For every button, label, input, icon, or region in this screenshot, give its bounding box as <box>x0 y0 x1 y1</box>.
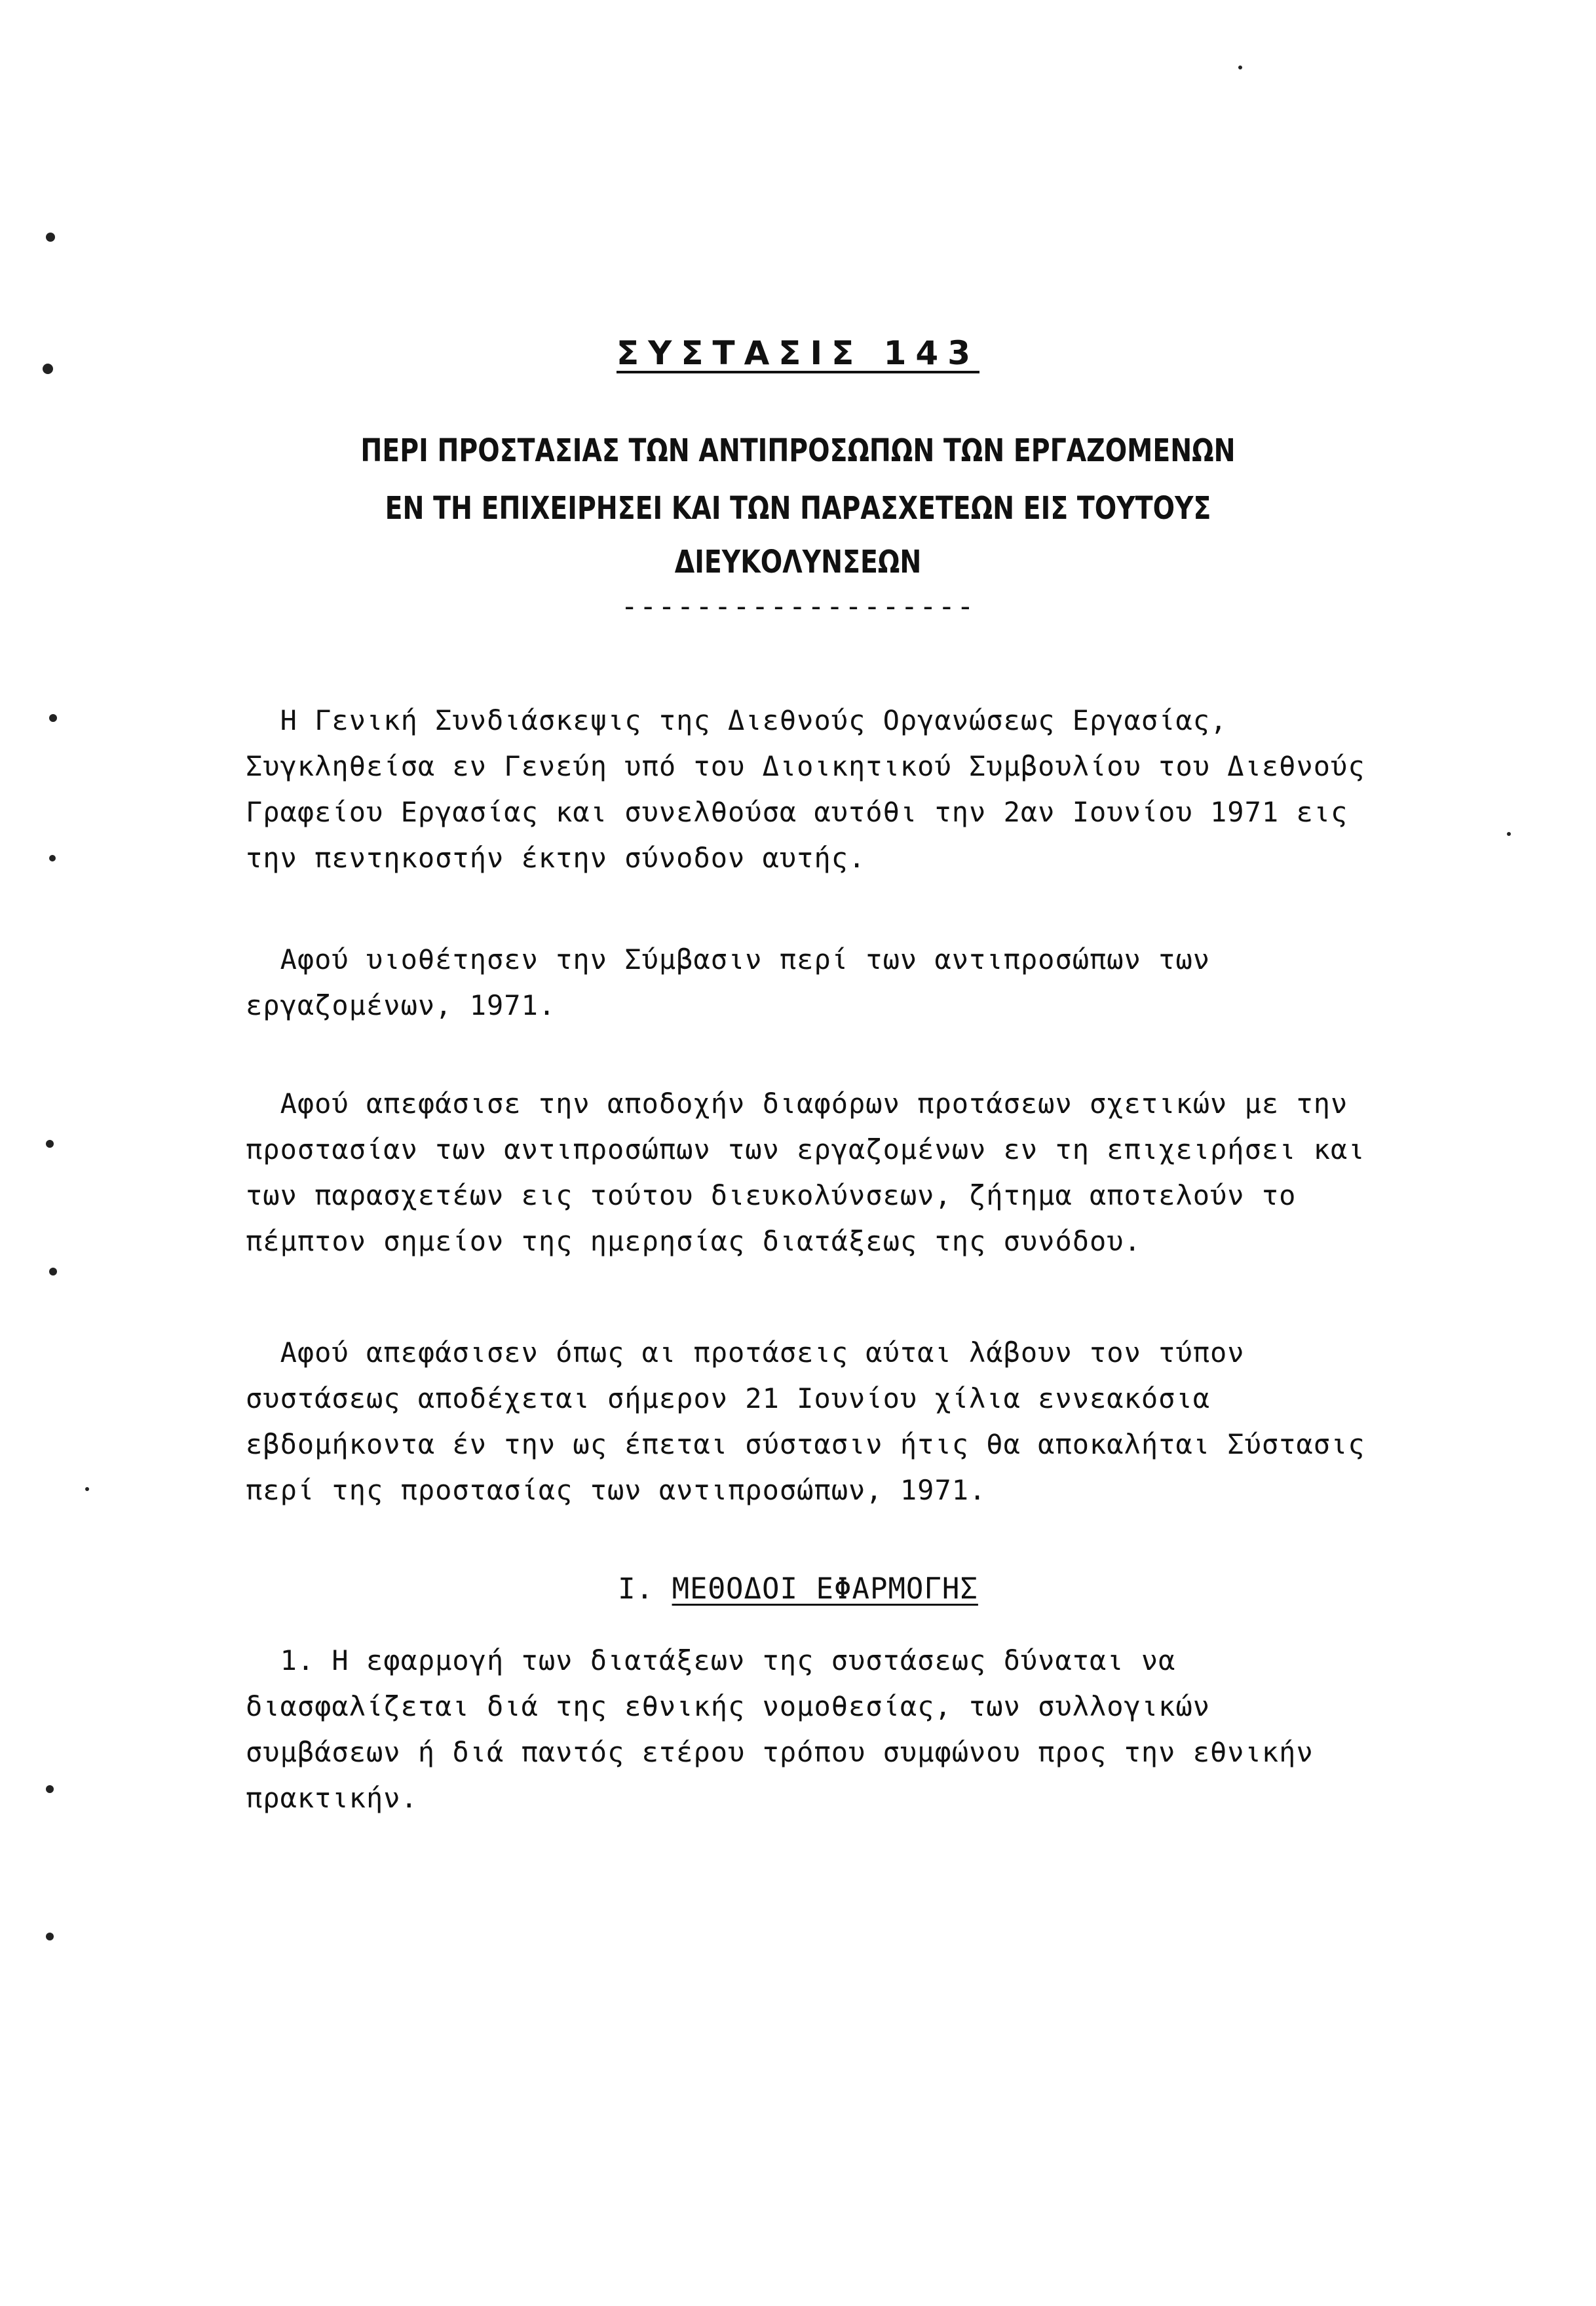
clause-1 <box>246 1638 1346 1821</box>
scan-speck <box>85 1487 89 1491</box>
scan-speck <box>49 714 57 722</box>
scan-speck <box>46 1785 54 1793</box>
paragraph-preamble <box>246 698 1365 881</box>
paragraph-line: την πεντηκοστήν έκτην σύνοδον αυτής. <box>246 842 866 874</box>
clause-line: 1. Η εφαρμογή των διατάξεων της συστάσεως δύναται να <box>246 1644 1176 1676</box>
paragraph-line: Αφού απεφάσισε την αποδοχήν διαφόρων προτάσεων σχετικών με την <box>246 1087 1348 1120</box>
heading-separator: ------------------- <box>620 590 976 623</box>
scan-speck <box>49 1268 57 1276</box>
paragraph-decision <box>246 1081 1365 1264</box>
clause-line: διασφαλίζεται διά της εθνικής νομοθεσίας, των συλλογικών <box>246 1690 1211 1722</box>
section-heading <box>0 1572 1596 1606</box>
paragraph-line: Η Γενική Συνδιάσκεψις της Διεθνούς Οργανώσεως Εργασίας, <box>246 704 1228 736</box>
heading-line-2: ΕΝ ΤΗ ΕΠΙΧΕΙΡΗΣΕΙ ΚΑΙ ΤΩΝ ΠΑΡΑΣΧΕΤΕΩΝ ΕΙΣ ΤΟΥΤΟΥΣ <box>385 490 1211 527</box>
scan-speck <box>1507 832 1511 836</box>
paragraph-line: Αφού απεφάσισεν όπως αι προτάσεις αύται λάβουν τον τύπον <box>246 1336 1245 1369</box>
paragraph-line: προστασίαν των αντιπροσώπων των εργαζομένων εν τη επιχειρήσει και <box>246 1133 1365 1165</box>
clause-line: συμβάσεων ή διά παντός ετέρου τρόπου συμφώνου προς την εθνικήν <box>246 1736 1314 1768</box>
paragraph-form <box>246 1330 1365 1513</box>
paragraph-line: εβδομήκοντα έν την ως έπεται σύστασιν ήτις θα αποκαλήται Σύστασις <box>246 1428 1365 1460</box>
paragraph-adoption <box>246 937 1346 1029</box>
paragraph-line: των παρασχετέων εις τούτου διευκολύνσεων, ζήτημα αποτελούν το <box>246 1179 1297 1211</box>
paragraph-line: περί της προστασίας των αντιπροσώπων, 1971. <box>246 1474 987 1506</box>
clause-line: πρακτικήν. <box>246 1782 418 1814</box>
section-number: I. <box>618 1572 655 1606</box>
scan-speck <box>46 233 55 242</box>
heading-line-3: ΔΙΕΥΚΟΛΥΝΣΕΩΝ <box>674 544 922 580</box>
scan-speck <box>49 855 56 861</box>
heading-line-1: ΠΕΡΙ ΠΡΟΣΤΑΣΙΑΣ ΤΩΝ ΑΝΤΙΠΡΟΣΩΠΩΝ ΤΩΝ ΕΡΓΑΖΟΜΕΝΩΝ <box>360 432 1236 469</box>
scan-speck <box>43 364 53 374</box>
scan-speck <box>46 1140 54 1148</box>
paragraph-line: συστάσεως αποδέχεται σήμερον 21 Ιουνίου χίλια εννεακόσια <box>246 1382 1211 1414</box>
scan-speck <box>1238 66 1242 69</box>
scan-speck <box>46 1933 54 1940</box>
document-title: ΣΥΣΤΑΣΙΣ 143 <box>616 334 979 372</box>
paragraph-line: πέμπτον σημείον της ημερησίας διατάξεως της συνόδου. <box>246 1225 1141 1257</box>
section-title: ΜΕΘΟΔΟΙ ΕΦΑΡΜΟΓΗΣ <box>672 1572 978 1606</box>
paragraph-line: Αφού υιοθέτησεν την Σύμβασιν περί των αντιπροσώπων των <box>246 943 1211 975</box>
paragraph-line: εργαζομένων, 1971. <box>246 989 556 1021</box>
paragraph-line: Συγκληθείσα εν Γενεύη υπό του Διοικητικού Συμβουλίου του Διεθνούς <box>246 750 1365 782</box>
paragraph-line: Γραφείου Εργασίας και συνελθούσα αυτόθι την 2αν Ιουνίου 1971 εις <box>246 796 1348 828</box>
